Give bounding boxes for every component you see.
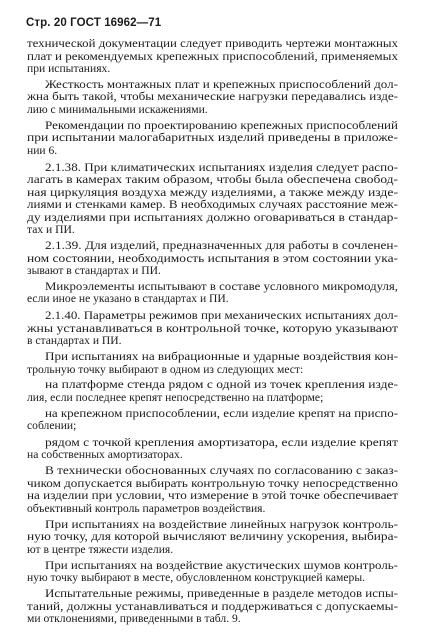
text-line-content: если иное не указано в стандартах и ПИ. [27, 292, 229, 306]
text-line-content: при испытании малогабаритных изделий приведены в приложе- [27, 131, 398, 145]
text-line [27, 363, 303, 376]
text-line [45, 239, 398, 252]
text-line-content: лию с минимальными искажениями. [27, 102, 208, 116]
text-line [27, 264, 161, 277]
text-line [27, 334, 122, 347]
text-line-content: жны устанавливаться в контрольной точке, которую указывают [27, 321, 399, 335]
text-line [27, 612, 241, 625]
text-line [27, 103, 208, 116]
text-line [45, 517, 399, 531]
text-line-content: 2.1.39. Для изделий, предназначенных для работы в сочленен- [45, 239, 398, 252]
text-line-content: на платформе стенда рядом с одной из точек крепления изде- [45, 378, 399, 392]
text-line-content: 2.1.38. При климатических испытаниях изделия следует распо- [45, 160, 398, 174]
text-line [27, 543, 173, 556]
text-line [27, 571, 365, 584]
text-line-content: тах и ПИ. [27, 223, 75, 237]
text-line-content: на собственных амортизаторах. [27, 448, 183, 462]
text-line-content: При испытаниях на вибрационные и ударные воздействия кон- [45, 350, 399, 363]
text-line-content: ную точку, для которой вычисляют величину ускорения, выбира- [27, 530, 398, 544]
text-line [45, 587, 398, 600]
text-line [45, 309, 398, 323]
text-line [45, 160, 398, 174]
text-line [45, 279, 399, 293]
text-line [27, 144, 57, 157]
text-line [45, 406, 399, 420]
text-line-content: при испытаниях. [27, 62, 111, 75]
text-line [27, 419, 76, 432]
text-line-content: чиком допускается выбирать контрольную точку непосредственно [27, 476, 398, 490]
text-line [45, 435, 399, 449]
text-line-content: зывают в стандартах и ПИ. [27, 264, 161, 277]
text-line [27, 210, 399, 224]
text-line-content: ми отклонениями, приведенными в табл. 9. [27, 612, 241, 625]
text-line-content: жна быть такой, чтобы механические нагрузки передавались изде- [27, 90, 399, 104]
text-line [27, 530, 398, 544]
text-line-content: ном состоянии, необходимость испытания в этом состоянии ука- [27, 251, 399, 265]
text-line [27, 391, 323, 404]
text-line-content: ную точку выбирают в месте, обусловленном конструкцией камеры. [27, 571, 366, 585]
text-line [27, 131, 398, 145]
text-line [27, 251, 399, 265]
text-line-content: нии 6. [27, 143, 58, 157]
text-line-content: ду изделиями при испытаниях должно оговариваться в стандар- [27, 210, 399, 224]
text-line-content: 2.1.40. Параметры режимов при механических испытаниях дол- [45, 309, 398, 323]
text-line [27, 292, 229, 305]
text-line-content: технической документации следует приводить чертежи монтажных [27, 37, 399, 50]
text-line [27, 173, 398, 186]
text-line-content: ют в центре тяжести изделия. [27, 542, 174, 556]
text-line [45, 464, 398, 478]
text-line [27, 198, 398, 212]
text-line [27, 62, 110, 75]
text-line [45, 378, 399, 392]
text-line [45, 350, 399, 363]
text-line-content: на крепежном приспособлении, если изделие крепят на приспо- [45, 406, 399, 420]
text-line-content: Микроэлементы испытывают в составе условного микромодуля, [45, 279, 399, 293]
text-line-content: При испытаниях на воздействие акустических шумов контроль- [45, 558, 398, 572]
text-line-content: Жесткость монтажных плат и крепежных приспособлений дол- [45, 77, 399, 91]
text-line-content: объективный контроль параметров воздействия. [27, 501, 266, 515]
page-header: Стр. 20 ГОСТ 16962—71 [26, 17, 162, 29]
text-line [27, 476, 398, 490]
text-line-content: рядом с точкой крепления амортизатора, если изделие крепят [45, 435, 399, 449]
text-line [27, 49, 398, 63]
text-line [27, 489, 399, 503]
text-line-content: таний, должны устанавливаться и поддерживаться с допускаемы- [27, 599, 399, 613]
text-line [45, 118, 398, 132]
text-line-content: ная циркуляция воздуха между изделиями, а также между изде- [27, 185, 398, 199]
text-line [45, 558, 398, 572]
text-line-content: в стандартах и ПИ. [27, 334, 122, 348]
text-line-content: лия, если последнее крепят непосредственно на платформе; [27, 390, 324, 404]
text-line-content: лагать в камерах таким образом, чтобы была обеспечена свобод- [27, 173, 398, 186]
text-line [27, 37, 399, 50]
text-line-content: Рекомендации по проектированию крепежных приспособлений [45, 118, 398, 132]
text-line-content: Испытательные режимы, приведенные в разделе методов испы- [45, 587, 398, 600]
text-line [27, 448, 183, 461]
text-line [27, 599, 399, 613]
text-line-content: трольную точку выбирают в одном из следующих мест: [27, 362, 304, 376]
text-line [27, 321, 399, 335]
text-line-content: соблении; [27, 419, 77, 433]
text-line-content: При испытаниях на воздействие линейных нагрузок контроль- [45, 517, 399, 531]
text-line-content: плат и рекомендуемых крепежных приспособлений, применяемых [27, 49, 398, 63]
text-line [45, 77, 399, 91]
text-line [27, 90, 399, 104]
text-line-content: В технически обоснованных случаях по согласованию с заказ- [45, 464, 398, 478]
text-line [27, 502, 265, 515]
text-line [27, 185, 398, 199]
text-line [27, 223, 75, 236]
text-line-content: на изделии при условии, что измерение в этой точке обеспечивает [27, 489, 399, 503]
text-line-content: лиями и стенками камер. В необходимых случаях расстояние меж- [27, 198, 398, 212]
